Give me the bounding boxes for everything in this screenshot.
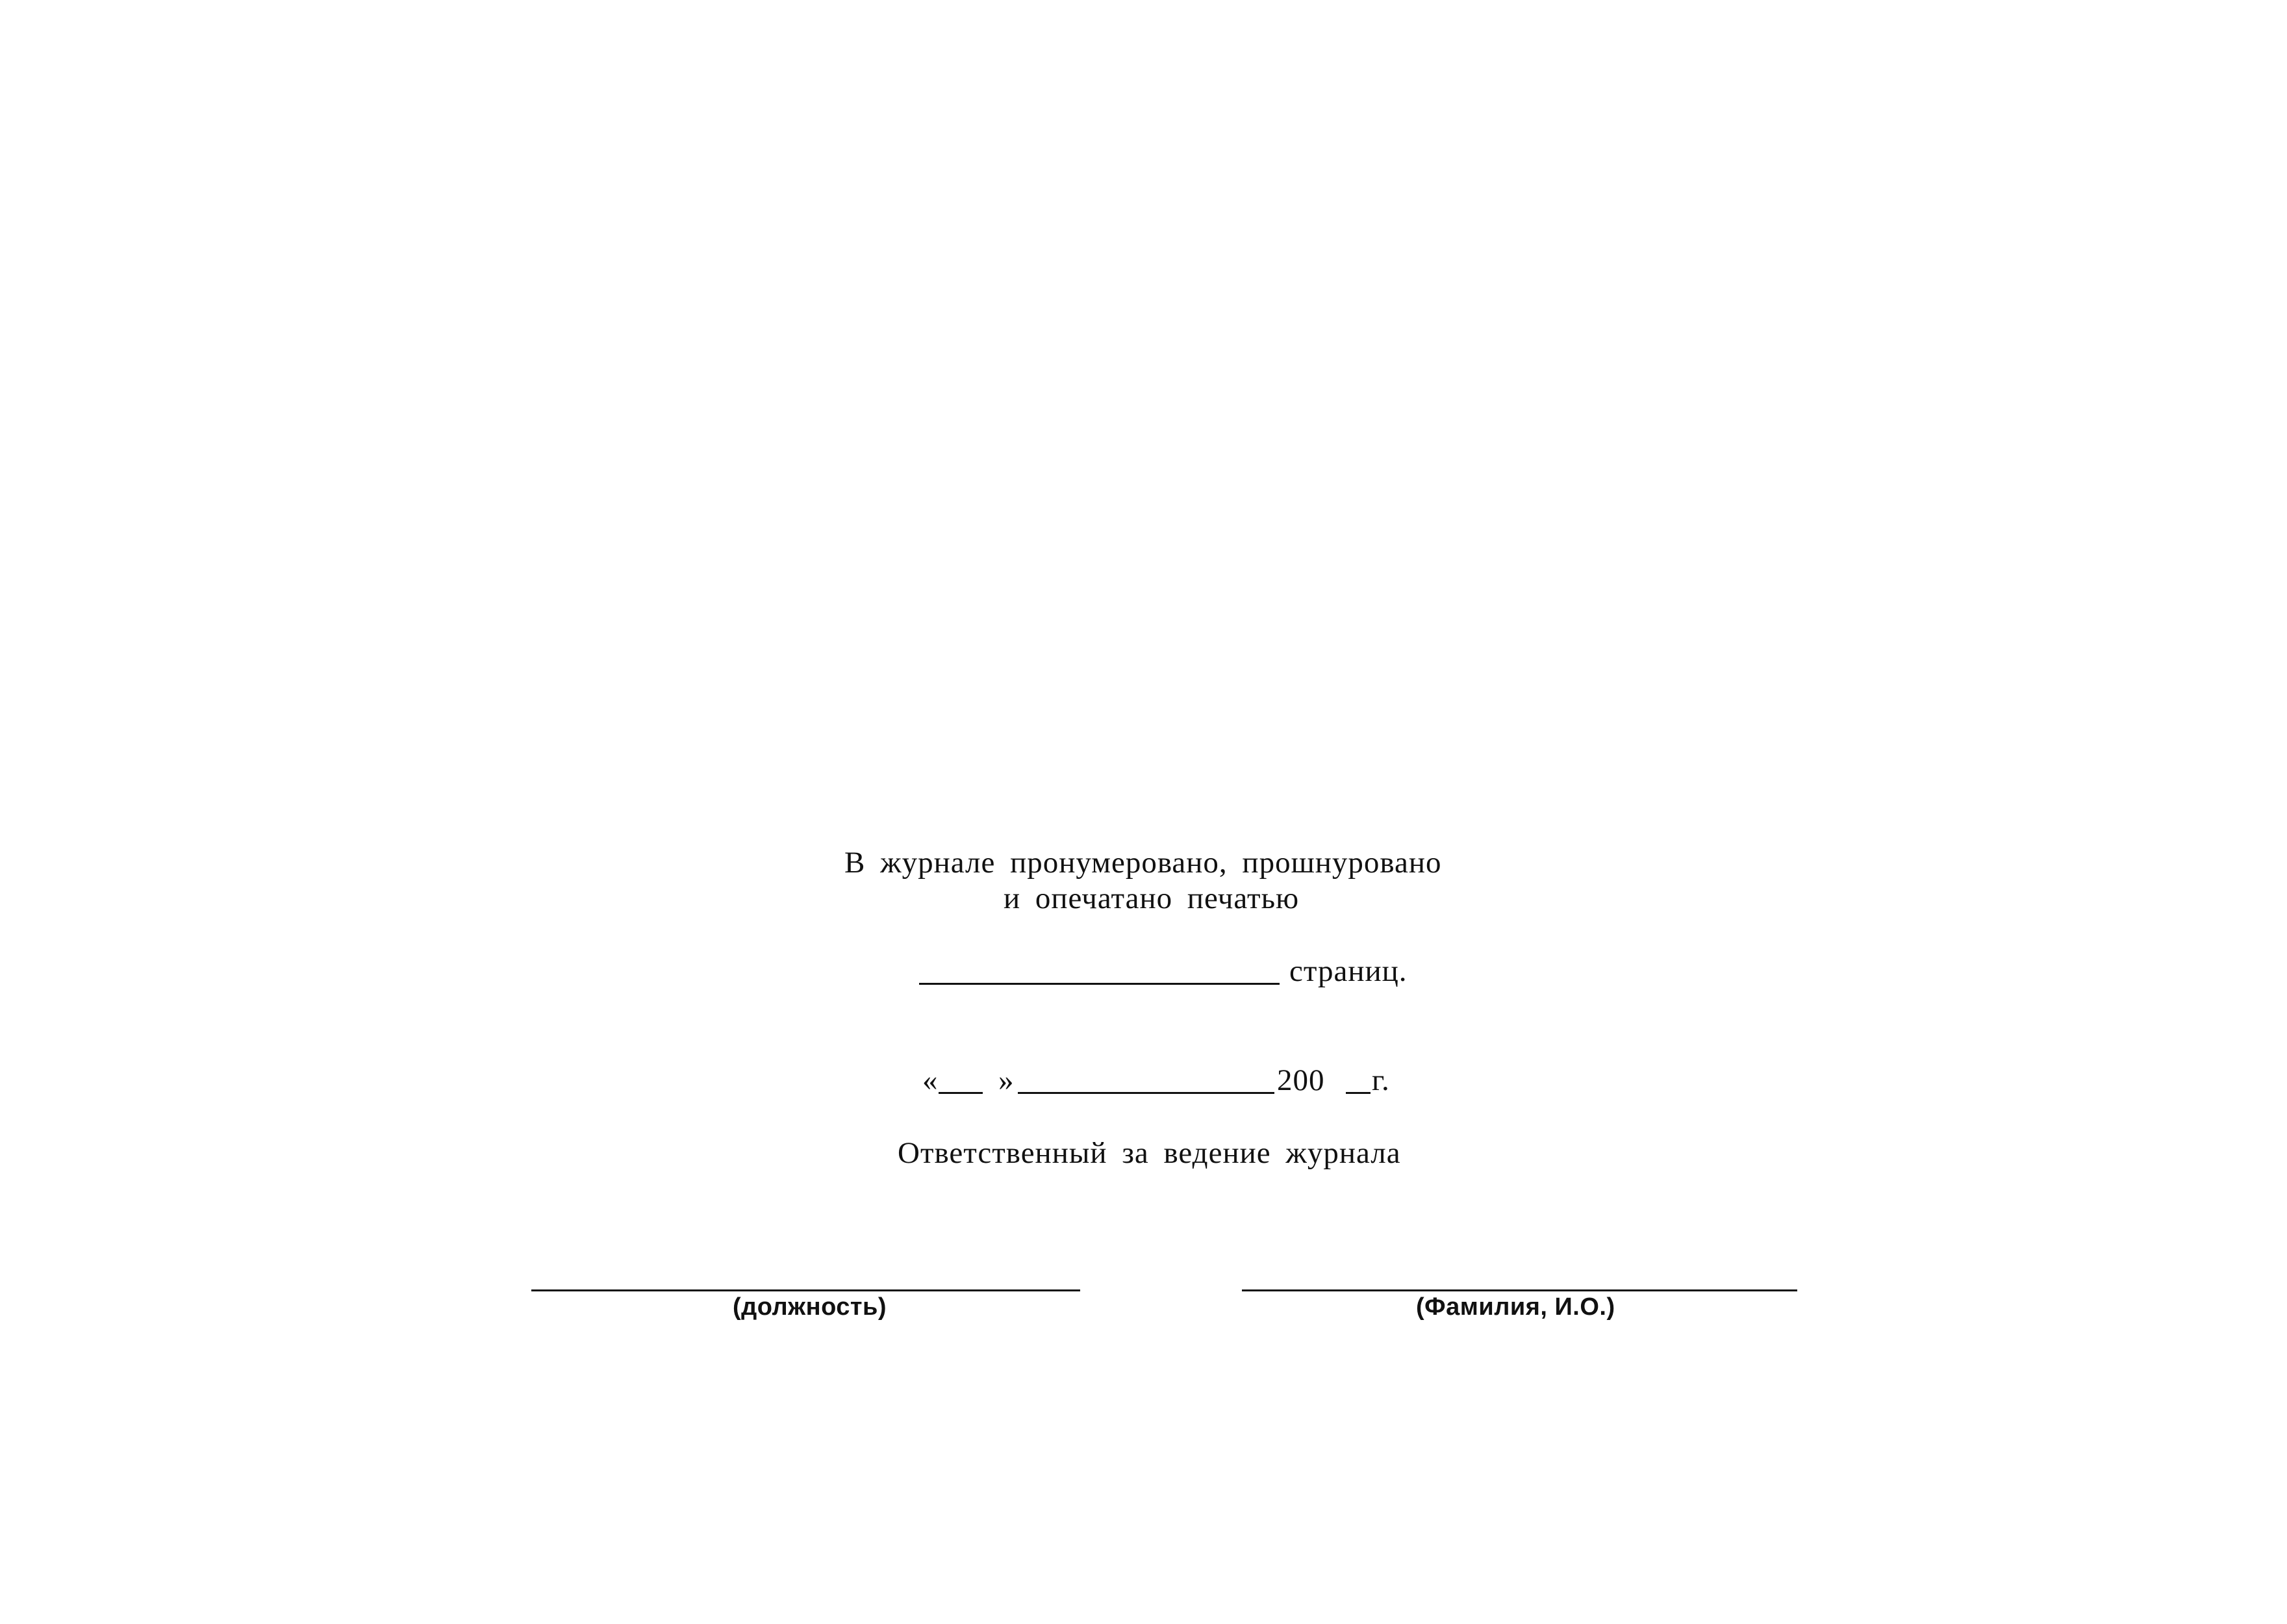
heading-line-2: и опечатано печатью [1004,882,1300,915]
pages-count-blank [919,983,1280,985]
date-day-blank [939,1092,983,1094]
responsible-label: Ответственный за ведение журнала [898,1136,1401,1170]
date-year-prefix: 200 [1277,1063,1325,1097]
date-year-suffix: г. [1372,1063,1390,1097]
date-year-blank [1346,1092,1371,1094]
date-close-quote: » [998,1063,1015,1097]
name-signature-line [1242,1289,1797,1291]
date-month-blank [1018,1092,1274,1094]
name-caption: (Фамилия, И.О.) [1416,1293,1615,1321]
heading-line-1: В журнале пронумеровано, прошнуровано [844,846,1442,880]
position-caption: (должность) [733,1293,887,1321]
position-signature-line [531,1289,1080,1291]
date-open-quote: « [922,1063,939,1097]
pages-suffix: страниц. [1289,954,1408,988]
